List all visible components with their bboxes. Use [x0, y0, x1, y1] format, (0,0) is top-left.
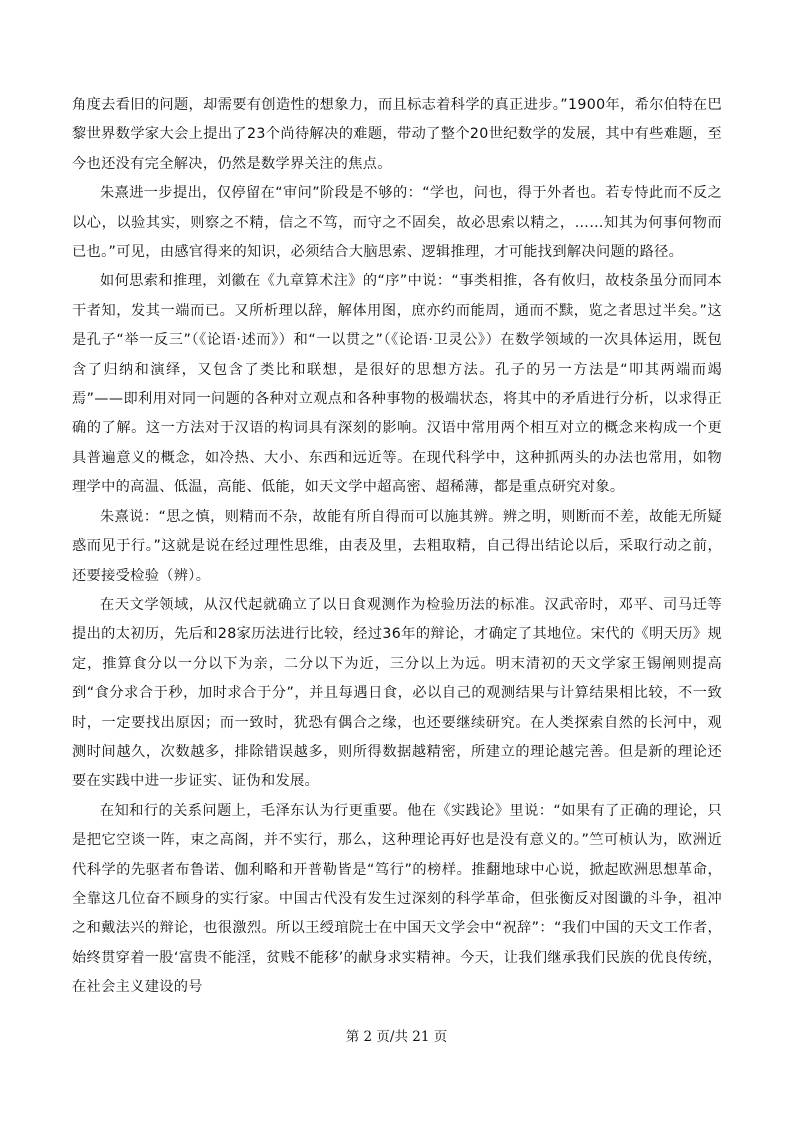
- document-body: [72, 91, 722, 1003]
- paragraph-1: 角度去看旧的问题，却需要有创造性的想象力，而且标志着科学的真正进步。”1900年，希尔伯特在巴黎世界数学家大会上提出了23个尚待解决的难题，带动了整个20世纪数学的发展，其中有些难题，至今也还没有完全解决，仍然是数学界关注的焦点。: [72, 97, 722, 172]
- page-footer: 第 2 页/共 21 页: [345, 1029, 448, 1045]
- paragraph-2: 朱熹进一步提出，仅停留在“审问”阶段是不够的：“学也，问也，得于外者也。若专恃此而不反之以心，以验其实，则察之不精，信之不笃，而守之不固矣，故必思索以精之，……知其为何事何物而已也。”可见，由感官得来的知识，必须结合大脑思索、逻辑推理，才可能找到解决问题的路径。: [72, 185, 722, 261]
- paragraph-6: 在知和行的关系问题上，毛泽东认为行更重要。他在《实践论》里说：“如果有了正确的理论，只是把它空谈一阵，束之高阁，并不实行，那么，这种理论再好也是没有意义的。”竺可桢认为，欧洲近代科学的先驱者布鲁诺、伽利略和开普勒皆是“笃行”的榜样。推翻地球中心说，掀起欧洲思想革命，全靠这几位奋不顾身的实行家。中国古代没有发生过深刻的科学革命，但张衡反对图谶的斗争，祖冲之和戴法兴的辩论，也很激烈。所以王绶琯院士在中国天文学会中“祝辞”：“我们中国的天文工作者，始终贯穿着一股‘富贵不能淫，贫贱不能移’的献身求实精神。今天，让我们继承我们民族的优良传统，在社会主义建设的号: [72, 802, 722, 996]
- paragraph-3: 如何思索和推理，刘徽在《九章算术注》的“序”中说：“事类相推，各有攸归，故枝条虽分而同本干者知，发其一端而已。又所析理以辞，解体用图，庶亦约而能周，通而不黩，览之者思过半矣。”这是孔子“举一反三”（《论语·述而》）和“一以贯之”（《论语·卫灵公》）在数学领域的一次具体运用，既包含了归纳和演绎，又包含了类比和联想，是很好的思想方法。孔子的另一方法是“叩其两端而竭焉”——即利用对同一问题的各种对立观点和各种事物的极端状态，将其中的矛盾进行分析，以求得正确的了解。这一方法对于汉语的构词具有深刻的影响。汉语中常用两个相互对立的概念来构成一个更具普遍意义的概念，如冷热、大小、东西和远近等。在现代科学中，这种抓两头的办法也常用，如物理学中的高温、低温，高能、低能，如天文学中超高密、超稀薄，都是重点研究对象。: [72, 273, 722, 496]
- paragraph-5: 在天文学领域，从汉代起就确立了以日食观测作为检验历法的标准。汉武帝时，邓平、司马迁等提出的太初历，先后和28家历法进行比较，经过36年的辩论，才确定了其地位。宋代的《明天历》规定，推算食分以一分以下为亲，二分以下为近，三分以上为远。明末清初的天文学家王锡阐则提高到“食分求合于秒，加时求合于分”，并且每遇日食，必以自己的观测结果与计算结果相比较，不一致时，一定要找出原因；而一致时，犹恐有偶合之缘，也还要继续研究。在人类探索自然的长河中，观测时间越久，次数越多，排除错误越多，则所得数据越精密，所建立的理论越完善。但是新的理论还要在实践中进一步证实、证伪和发展。: [72, 596, 722, 790]
- paragraph-4: 朱熹说：“思之慎，则精而不杂，故能有所自得而可以施其辨。辨之明，则断而不差，故能无所疑惑而见于行。”这就是说在经过理性思维，由表及里，去粗取精，自己得出结论以后，采取行动之前，还要接受检验（辨）。: [72, 508, 722, 584]
